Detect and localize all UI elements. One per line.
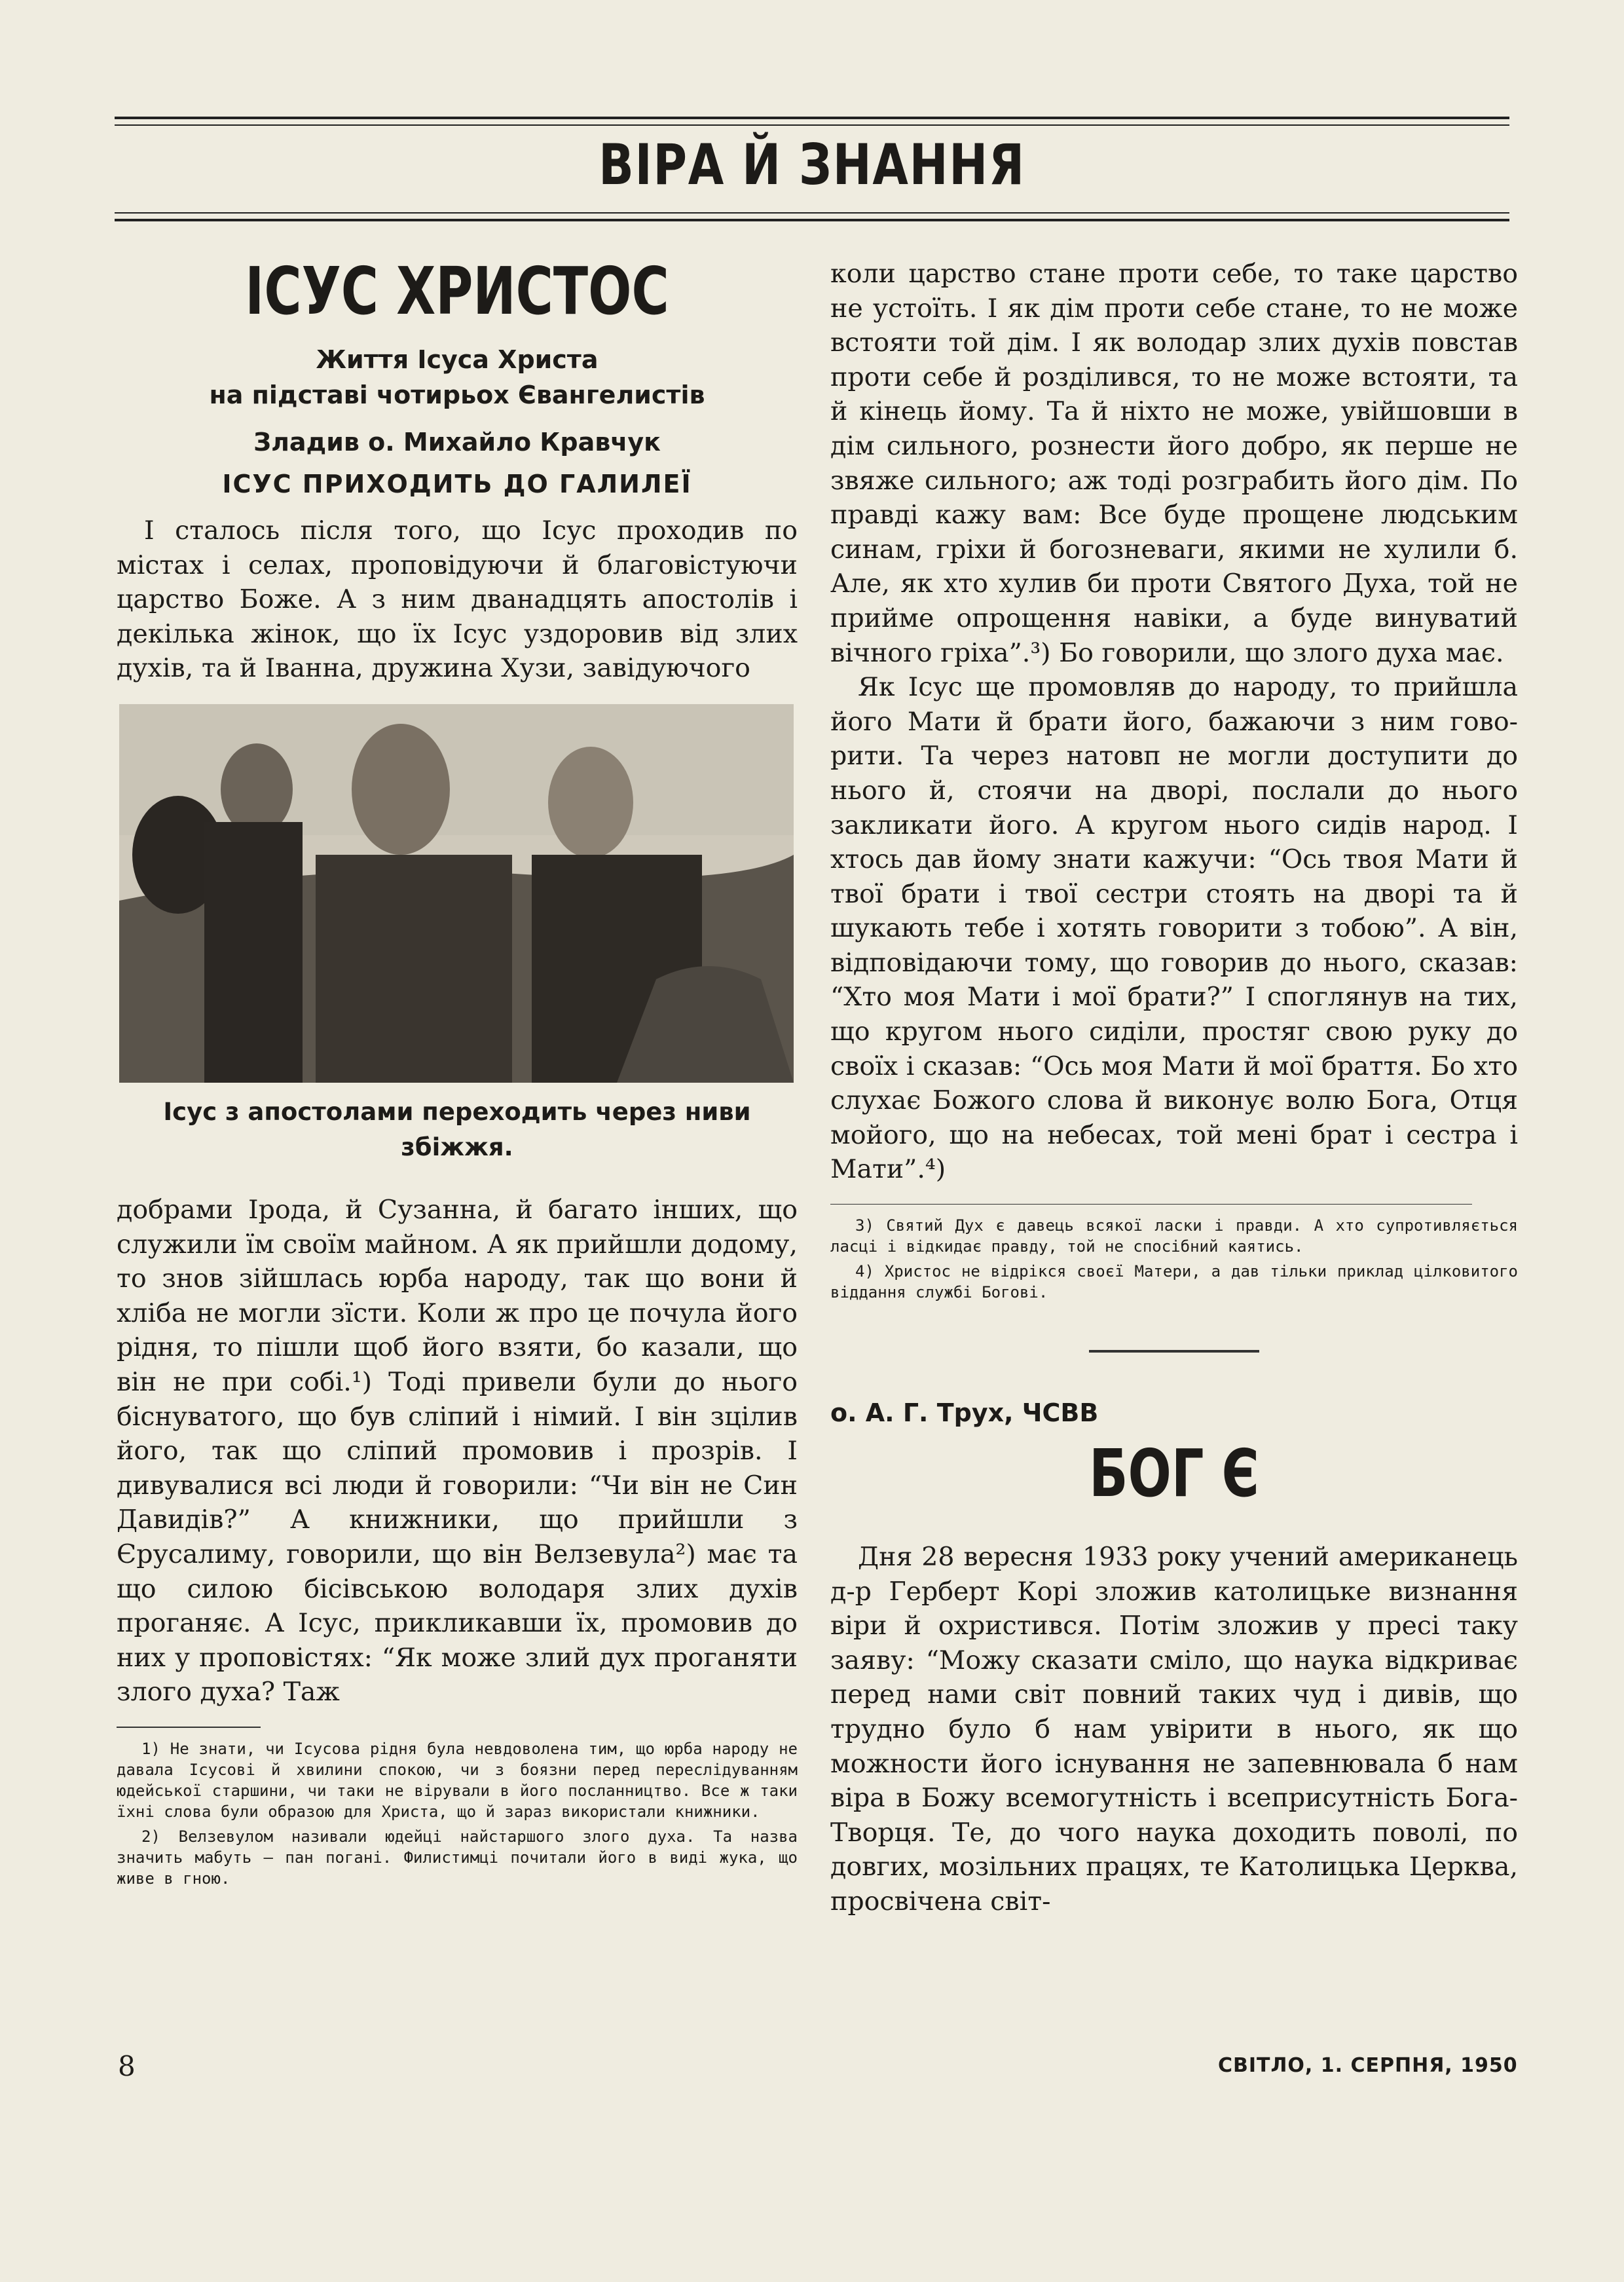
illustration-caption: Ісус з апостолами переходить через ниви збіжжя.: [163, 1097, 751, 1161]
article-title-2: БОГ Є: [1089, 1435, 1259, 1512]
left-footnote-rule: [117, 1727, 261, 1728]
section-divider: [1089, 1350, 1259, 1353]
chapter-heading: ІСУС ПРИХОДИТЬ ДО ГАЛИЛЕЇ: [222, 470, 692, 498]
header-rule-bottom-2: [115, 219, 1509, 221]
article-subtitle-2: на підставі чотирьох Євангелистів: [209, 381, 705, 409]
footer-label: СВІТЛО, 1. СЕРПНЯ, 1950: [1218, 2054, 1518, 2077]
article-title: ІСУС ХРИСТОС: [245, 253, 669, 329]
article-byline: о. А. Г. Трух, ЧСВВ: [830, 1398, 1099, 1428]
right-paragraph-1: коли царство стане проти себе, то таке царство не устоїть. І як дім проти себе стане, то не може встояти той дім. І як володар злих духів повстав проти себе й розділився, то не може встояти, та й кінець йому. Та й ніхто не може, увійшовши в дім сильного, рознести його добро, як перше не звяже сильного; аж тоді розграбить його дім. По правді кажу вам: Все буде прощене людським синам, гріхи й богозневаги, якими не хулили б. Але, як хто хулив би проти Святого Духа, той не прийме опрощення навіки, а буде винуватий вічного гріха”.³) Бо говорили, що злого духа має.: [830, 259, 1518, 668]
footnote-1: 1) Не знати, чи Ісусова рідня була невдоволена тим, що юрба народу не давала Ісусові й хвилини спокою, чи з боязни перед переслідуванням юдейської старшини, чи таки не вірували в його посланництво. Все ж таки їхні слова були образою для Христа, що й зараз використали книжники.: [117, 1739, 798, 1821]
page-number: 8: [118, 2050, 136, 2082]
article-author: Зладив о. Михайло Кравчук: [253, 428, 661, 457]
illustration-drawing: [119, 704, 794, 1083]
footnote-2: 2) Велзевулом називали юдейці найстаршого злого духа. Та назва значить мабуть — пан погані. Филистимці почитали його в виді жука, що живе в гною.: [117, 1827, 798, 1888]
right-footnote-rule: [830, 1204, 1472, 1205]
right-column: [830, 257, 1518, 1919]
section-title: ВІРА Й ЗНАННЯ: [599, 132, 1025, 198]
right-paragraph-2: Як Ісус ще промовляв до народу, то прийшла його Мати й брати його, бажаючи з ним говорити. Та через натовп не могли доступити до нього й, стоячи на дворі, послали до нього закликати його. А кругом нього сидів народ. І хтось дав йому знати кажучи: “Ось твоя Мати й твої брати і твої сестри стоять на дворі та й шукають тебе і хотять говорити з тобою”. А він, відповідаючи тому, що говорив до нього, сказав: “Хто моя Мати і мої брати?” І споглянув на тих, що кругом нього сиділи, простяг свою руку до своїх і сказав: “Ось моя Мати й мої браття. Бо хто слухає Божого слова й виконує волю Бога, Отця мойого, що на небесах, той мені брат і сестра і Мати”.⁴): [830, 672, 1518, 1185]
left-paragraph-2: добрами Ірода, й Сузанна, й багато інших, що служили їм своїм майном. А як прийшли додому, то знов зійшлась юрба народу, так що вони й хліба не могли зїсти. Коли ж про це почула його рідня, то пішли щоб його взяти, бо казали, що він не при собі.¹) Тоді привели були до нього біснуватого, що був сліпий і німий. І він зцілив його, так що сліпий промовив і прозрів. І дивувалися всі люди й говорили: “Чи він не Син Давидів?” А книжники, що прийшли з Єрусалиму, говорили, що він Велзевула²) має та що силою бісівською володаря злих духів проганяє. А Ісус, прикликавши їх, промовив до них у проповістях: “Як може злий дух проганяти злого духа? Таж: [117, 1194, 798, 1708]
right-paragraph-3: Дня 28 вересня 1933 року учений американець д-р Герберт Корі зложив католицьке визнання віри й охристився. Потім зложив у пресі таку заяву: “Можу сказати сміло, що наука відкриває перед нами світ повний таких чуд і дивів, що трудно було б нам увірити в нього, як що можности його існування не запевнювала б нам віра в Божу всемогутність і всеприсутність Бога-Творця. Те, до чого наука доходить поволі, по довгих, мозільних працях, те Католицька Церква, просвічена світ-: [830, 1542, 1518, 1917]
illustration-photo: [119, 704, 794, 1083]
header-rule-top-2: [115, 124, 1509, 126]
footnote-4: 4) Христос не відрікся своєї Матери, а дав тільки приклад цілковитого віддання службі Богові.: [830, 1262, 1518, 1302]
article-subtitle-1: Життя Ісуса Христа: [316, 345, 599, 374]
footnote-3: 3) Святий Дух є давець всякої ласки і правди. А хто супротивляється ласці і відкидає правду, той не спосібний каятись.: [830, 1216, 1518, 1256]
left-column: [117, 255, 798, 1889]
header-rule-bottom-1: [115, 212, 1509, 214]
left-paragraph-1: І сталось після того, що Ісус проходив по містах і селах, проповідуючи й благовістуючи царство Боже. А з ним дванадцять апостолів і декілька жінок, що їх Ісус уздоровив від злих духів, та й Іванна, дружина Хузи, завідуючого: [117, 515, 798, 684]
header-rule-top-1: [115, 117, 1509, 119]
